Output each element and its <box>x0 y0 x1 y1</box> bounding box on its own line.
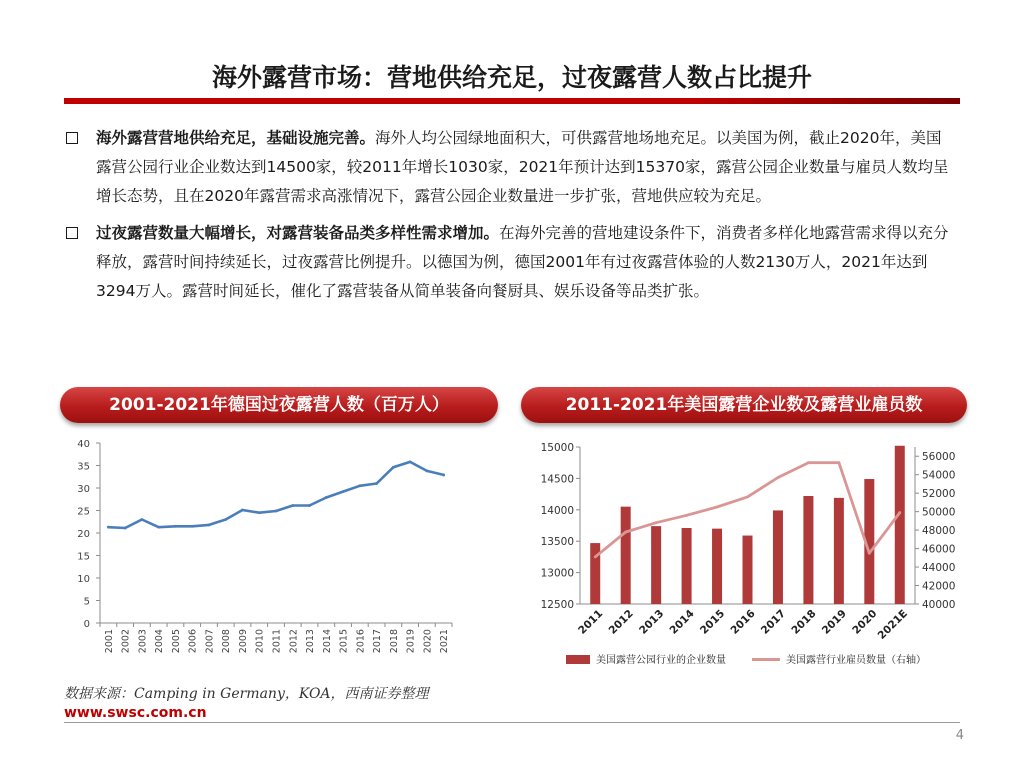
x-tick-label: 2006 <box>187 629 199 654</box>
data-point <box>409 461 412 464</box>
x-tick-label: 2017 <box>758 607 789 637</box>
x-tick-label: 2016 <box>728 607 758 637</box>
x-tick-label: 2010 <box>254 629 266 654</box>
x-tick-label: 2021 <box>439 629 451 654</box>
data-point <box>141 518 144 521</box>
x-tick-label: 2018 <box>789 607 819 637</box>
employee-data-point <box>655 521 658 524</box>
data-point <box>258 511 261 514</box>
germany-campers-line-chart <box>60 430 460 670</box>
y-tick-label: 20 <box>77 529 90 540</box>
x-tick-label: 2014 <box>321 629 333 654</box>
data-point <box>191 525 194 528</box>
x-tick-label: 2013 <box>637 607 667 637</box>
data-point <box>375 482 378 485</box>
bullet-heading: 过夜露营数量大幅增长，对露营装备品类多样性需求增加。 <box>96 224 500 242</box>
footer-divider <box>64 722 960 723</box>
bar-enterprise-count <box>621 507 631 604</box>
x-tick-label: 2012 <box>288 629 300 654</box>
data-point <box>174 525 177 528</box>
legend-swatch-bar <box>566 655 590 664</box>
x-tick-label: 2005 <box>170 629 182 654</box>
data-point <box>208 524 211 527</box>
employee-data-point <box>837 461 840 464</box>
data-point <box>308 504 311 507</box>
chart-title-germany: 2001-2021年德国过夜露营人数（百万人） <box>60 387 498 423</box>
data-point <box>107 526 110 529</box>
bar-enterprise-count <box>803 496 813 604</box>
bar-enterprise-count <box>651 526 661 604</box>
x-tick-label: 2004 <box>154 629 166 654</box>
title-underline-bar <box>64 98 960 104</box>
x-tick-label: 2016 <box>355 629 367 654</box>
bar-enterprise-count <box>743 536 753 604</box>
x-tick-label: 2013 <box>305 629 317 654</box>
data-point <box>325 496 328 499</box>
bar-enterprise-count <box>834 498 844 604</box>
series-line-germany-campers <box>108 462 443 528</box>
bullet-body: 在海外完善的营地建设条件下，消费者多样化地露营需求得以充分释放，露营时间持续延长，过夜露营比例提升。以德国为例，德国2001年有过夜露营体验的人数2130万人，2021年达到3294万人。露营时间延长，催化了露营装备从简单装备向餐厨具、娱乐设备等品类扩张。 <box>96 224 949 300</box>
employee-data-point <box>898 511 901 514</box>
square-bullet-icon <box>66 132 78 144</box>
x-tick-label: 2001 <box>103 629 115 654</box>
data-point <box>157 526 160 529</box>
right-y-tick-label: 56000 <box>922 451 956 464</box>
x-tick-label: 2003 <box>137 629 149 654</box>
y-tick-label: 30 <box>77 484 90 495</box>
x-tick-label: 2008 <box>221 629 233 654</box>
right-y-tick-label: 52000 <box>922 488 956 501</box>
y-tick-label: 25 <box>77 506 90 518</box>
x-tick-label: 2002 <box>120 629 132 654</box>
data-point <box>291 504 294 507</box>
y-tick-label: 0 <box>83 619 90 630</box>
usa-camping-combo-chart <box>530 432 980 677</box>
x-tick-label: 2015 <box>698 607 728 637</box>
page-title: 海外露营市场：营地供给充足，过夜露营人数占比提升 <box>211 63 812 92</box>
left-y-tick-label: 13500 <box>540 536 574 549</box>
bullet-item-overnight <box>64 219 954 306</box>
bullet-heading: 海外露营营地供给充足，基础设施完善。 <box>96 129 376 147</box>
right-y-tick-label: 48000 <box>922 525 956 538</box>
legend-label-line: 美国露营行业雇员数量（右轴） <box>786 655 926 666</box>
x-tick-label: 2011 <box>271 629 283 654</box>
bullet-body: 海外人均公园绿地面积大，可供露营地场地充足。以美国为例，截止2020年，美国露营公园行业企业数达到14500家，较2011年增长1030家，2021年预计达到15370家，露营公园企业数量与雇员人数均呈增长态势，且在2020年露营需求高涨情况下，露营公园企业数量进一步扩张，营地供应较为充足。 <box>96 129 949 205</box>
page-number: 4 <box>955 728 964 743</box>
right-y-tick-label: 40000 <box>922 599 956 611</box>
y-tick-label: 10 <box>77 574 90 585</box>
left-y-tick-label: 12500 <box>540 599 574 611</box>
left-y-tick-label: 14000 <box>540 504 574 517</box>
employee-data-point <box>594 556 597 559</box>
data-point <box>224 518 227 521</box>
x-tick-label: 2018 <box>388 629 400 654</box>
chart-title-usa: 2011-2021年美国露营企业数及露营业雇员数 <box>521 387 967 423</box>
left-y-tick-label: 14500 <box>540 473 574 486</box>
x-tick-label: 2012 <box>606 607 636 637</box>
x-tick-label: 2009 <box>237 629 249 654</box>
bullet-list <box>64 124 954 314</box>
employee-data-point <box>777 476 780 479</box>
employee-data-point <box>868 552 871 555</box>
data-point <box>442 474 445 477</box>
data-point <box>392 466 395 469</box>
data-point <box>425 470 428 473</box>
right-y-tick-label: 46000 <box>922 543 956 556</box>
right-y-tick-label: 50000 <box>922 506 956 519</box>
bar-enterprise-count <box>895 446 905 604</box>
x-tick-label: 2019 <box>819 607 849 637</box>
data-point <box>342 490 345 493</box>
left-y-tick-label: 13000 <box>540 567 574 580</box>
company-url: www.swsc.com.cn <box>64 705 207 721</box>
x-tick-label: 2021E <box>875 607 910 642</box>
right-y-tick-label: 42000 <box>922 580 956 593</box>
right-y-tick-label: 44000 <box>922 562 956 575</box>
x-tick-label: 2011 <box>576 607 606 637</box>
square-bullet-icon <box>66 227 78 239</box>
y-tick-label: 5 <box>83 596 90 608</box>
bullet-item-supply <box>64 124 954 211</box>
x-tick-label: 2019 <box>405 629 417 654</box>
bar-enterprise-count <box>773 510 783 604</box>
left-y-tick-label: 15000 <box>540 442 574 454</box>
x-tick-label: 2007 <box>204 629 216 654</box>
bar-enterprise-count <box>682 528 692 604</box>
employee-data-point <box>746 495 749 498</box>
x-tick-label: 2020 <box>422 629 434 654</box>
x-tick-label: 2017 <box>372 629 384 654</box>
employee-data-point <box>807 461 810 464</box>
x-tick-label: 2015 <box>338 629 350 654</box>
y-tick-label: 35 <box>77 461 90 473</box>
data-point <box>275 510 278 513</box>
right-y-tick-label: 54000 <box>922 469 956 482</box>
legend-label-bar: 美国露营公园行业的企业数量 <box>596 655 726 666</box>
x-tick-label: 2014 <box>667 607 697 637</box>
y-tick-label: 40 <box>77 439 90 450</box>
data-point <box>358 484 361 487</box>
employee-data-point <box>685 514 688 517</box>
data-source-note: 数据来源：Camping in Germany，KOA，西南证券整理 <box>64 686 429 702</box>
x-tick-label: 2020 <box>850 607 880 637</box>
y-tick-label: 15 <box>77 551 90 563</box>
bar-enterprise-count <box>712 529 722 604</box>
data-point <box>124 527 127 530</box>
employee-data-point <box>716 506 719 509</box>
data-point <box>241 509 244 512</box>
employee-data-point <box>624 531 627 534</box>
